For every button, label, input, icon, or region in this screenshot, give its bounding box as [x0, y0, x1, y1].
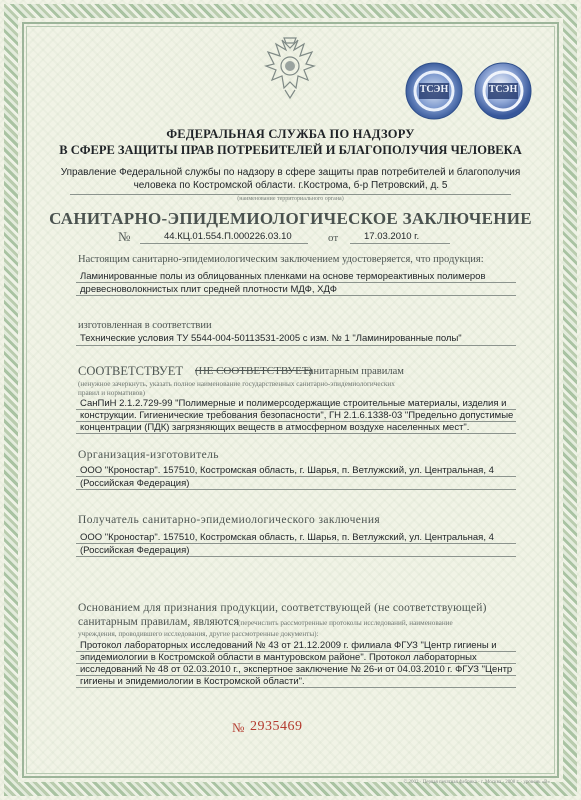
not-corresponds-label: (НЕ СООТВЕТСТВУЕТ)	[195, 365, 313, 377]
manufacturer-label: Организация-изготовитель	[78, 449, 219, 461]
document-title: САНИТАРНО-ЭПИДЕМИОЛОГИЧЕСКОЕ ЗАКЛЮЧЕНИЕ	[49, 209, 532, 228]
document-date: 17.03.2010 г.	[364, 231, 420, 242]
product-intro: Настоящим санитарно-эпидемиологическим заключением удостоверяется, что продукция:	[78, 254, 484, 265]
compliance-underline1	[76, 409, 516, 410]
number-label: №	[118, 229, 131, 244]
basis-note-line2: учреждения, проводившего исследования, другие рассмотренные документы):	[78, 630, 319, 638]
recipient-underline2	[76, 556, 516, 557]
compliance-value-line2: конструкции. Гигиенические требования безопасности", ГН 2.1.6.1338-03 "Предельно допустимые	[80, 410, 514, 421]
manufacturer-underline2	[76, 489, 516, 490]
number-underline	[140, 243, 308, 244]
basis-underline2	[76, 663, 516, 664]
print-info: © 2002 · Первая печатная фабрика · г. Москва · 2008 г. · уровень «В»	[403, 780, 550, 785]
date-label: от	[328, 232, 339, 244]
issuer-line1: Управление Федеральной службы по надзору в сфере защиты прав потребителей и благополучия	[60, 167, 521, 178]
basis-underline3	[76, 675, 516, 676]
document-number: 44.КЦ.01.554.П.000226.03.10	[164, 231, 292, 242]
product-underline2	[76, 295, 516, 296]
compliance-value-line3: концентрации (ПДК) загрязняющих веществ в атмосферном воздухе населенных мест".	[80, 422, 470, 433]
agency-title-line2: В СФЕРЕ ЗАЩИТЫ ПРАВ ПОТРЕБИТЕЛЕЙ И БЛАГОПОЛУЧИЯ ЧЕЛОВЕКА	[59, 143, 522, 157]
manufacturer-line2: (Российская Федерация)	[80, 478, 190, 489]
date-underline	[350, 243, 450, 244]
manufactured-label: изготовленная в соответствии	[78, 320, 212, 331]
basis-value-line2: эпидемиологии в Костромской области в мантуровском районе". Протокол лабораторных	[80, 652, 477, 663]
manufactured-value: Технические условия ТУ 5544-004-50113531-2005 с изм. № 1 "Ламинированные полы"	[80, 333, 462, 344]
basis-value-line3: исследований № 48 от 02.03.2010 г., экспертное заключение № 26-и от 04.03.2010 г. ФГУЗ "Центр	[80, 664, 513, 675]
rules-label: санитарным правилам	[304, 366, 404, 377]
issuer-caption: (наименование территориального органа)	[237, 196, 344, 202]
agency-title-line1: ФЕДЕРАЛЬНАЯ СЛУЖБА ПО НАДЗОРУ	[166, 127, 415, 141]
recipient-underline1	[76, 543, 516, 544]
corresponds-label: СООТВЕТСТВУЕТ	[78, 364, 184, 378]
recipient-line1: ООО "Кроностар". 157510, Костромская область, г. Шарья, п. Ветлужский, ул. Центральная, 4	[80, 532, 494, 543]
basis-label-line1: Основанием для признания продукции, соответствующей (не соответствующей)	[78, 602, 487, 614]
manufacturer-underline1	[76, 476, 516, 477]
basis-underline4	[76, 687, 516, 688]
basis-value-line1: Протокол лабораторных исследований № 43 от 21.12.2009 г. филиала ФГУЗ "Центр гигиены и	[80, 640, 497, 651]
serial-number: 2935469	[250, 719, 303, 734]
hologram-text: ТСЭН	[488, 84, 518, 95]
compliance-value-line1: СанПиН 2.1.2.729-99 "Полимерные и полимерсодержащие строительные материалы, изделия и	[80, 398, 507, 409]
product-line1: Ламинированные полы из облицованных пленками на основе термореактивных полимеров	[80, 271, 486, 282]
compliance-underline3	[76, 433, 516, 434]
compliance-note-line2: правил и нормативов)	[78, 389, 146, 397]
hologram-text: ТСЭН	[419, 84, 449, 95]
coat-of-arms-icon	[258, 34, 322, 100]
issuer-underline	[70, 194, 511, 195]
product-underline1	[76, 282, 516, 283]
manufactured-underline	[76, 345, 516, 346]
compliance-underline2	[76, 421, 516, 422]
serial-prefix: №	[232, 720, 245, 735]
recipient-line2: (Российская Федерация)	[80, 545, 190, 556]
basis-label-line2: санитарным правилам, являются	[78, 616, 239, 628]
hologram-seal-icon	[474, 62, 532, 120]
manufacturer-line1: ООО "Кроностар". 157510, Костромская область, г. Шарья, п. Ветлужский, ул. Центральная, 4	[80, 465, 494, 476]
hologram-seal-icon	[405, 62, 463, 120]
issuer-line2: человека по Костромской области. г.Кострома, б-р Петровский, д. 5	[133, 180, 448, 191]
basis-note-line1: (перечислить рассмотренные протоколы исследований, наименование	[238, 619, 453, 627]
basis-underline1	[76, 651, 516, 652]
product-line2: древесноволокнистых плит средней плотности МДФ, ХДФ	[80, 284, 337, 295]
basis-value-line4: гигиены и эпидемиологии в Костромской области".	[80, 676, 305, 687]
recipient-label: Получатель санитарно-эпидемиологического заключения	[78, 514, 381, 526]
compliance-note-line1: (ненужное зачеркнуть, указать полное наименование государственных санитарно-эпидемиологических	[78, 380, 395, 388]
